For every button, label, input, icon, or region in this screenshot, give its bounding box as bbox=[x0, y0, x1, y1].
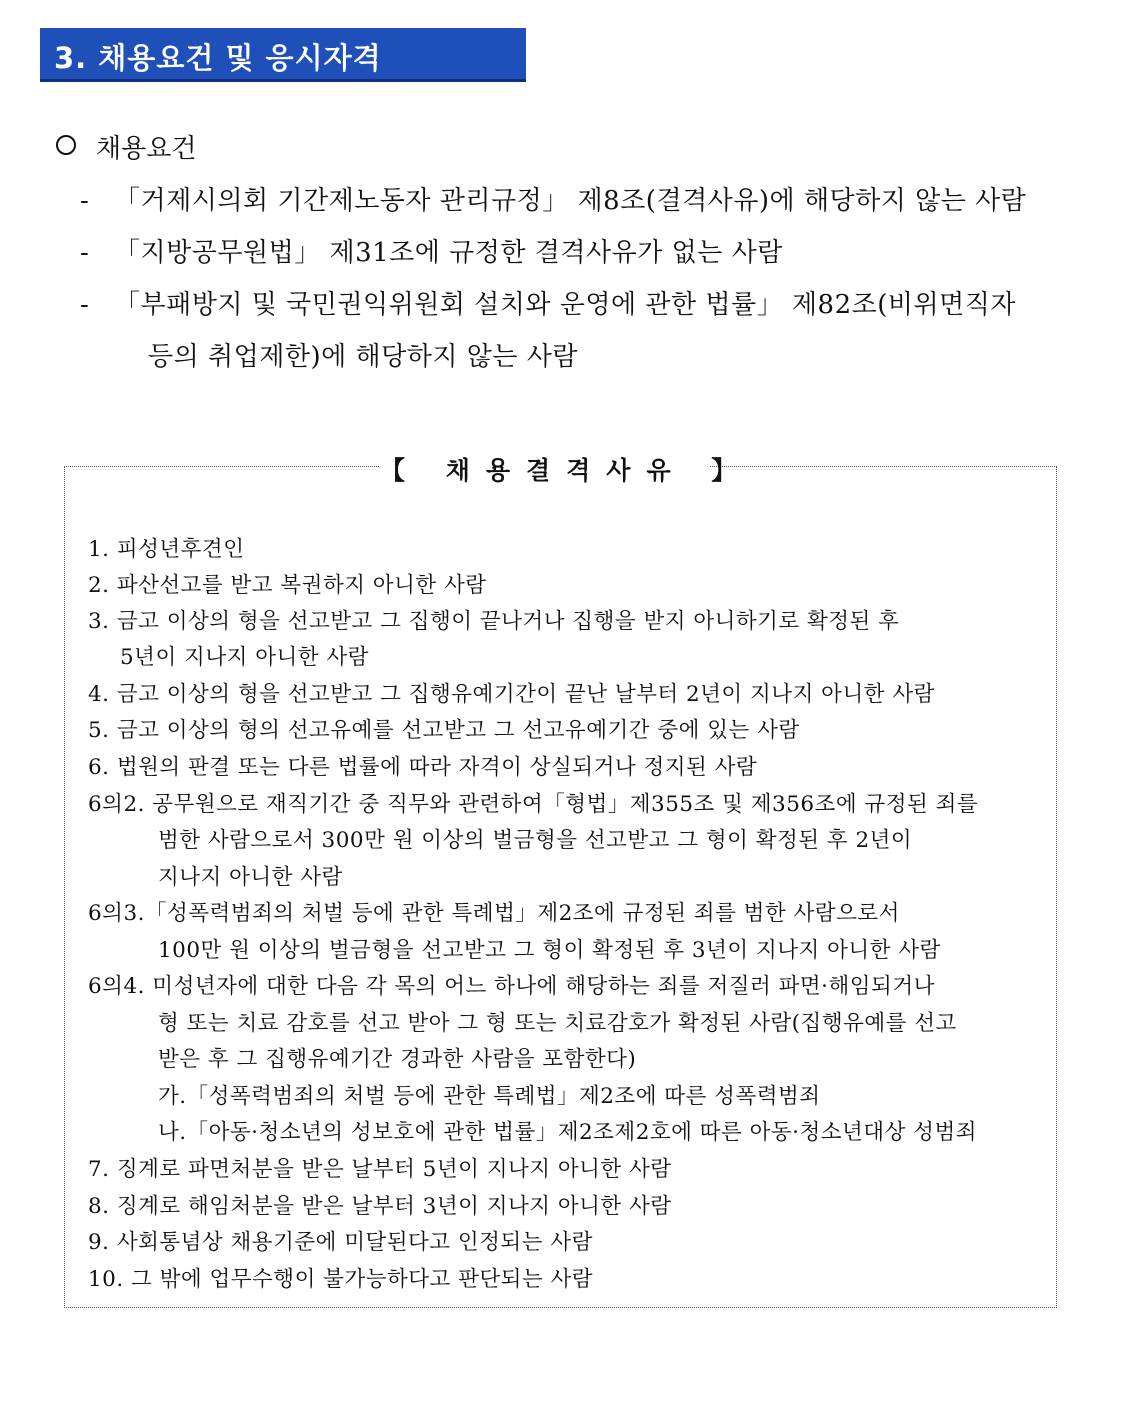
disqualification-item-continuation: 지나지 아니한 사람 bbox=[158, 865, 343, 890]
disqualification-item-continuation: 100만 원 이상의 벌금형을 선고받고 그 형이 확정된 후 3년이 지나지 아니한 사람 bbox=[158, 938, 941, 963]
disqualification-item-continuation: 형 또는 치료 감호를 선고 받아 그 형 또는 치료감호가 확정된 사람(집행유예를 선고 bbox=[158, 1011, 957, 1036]
disqualification-item: 5. 금고 이상의 형의 선고유예를 선고받고 그 선고유예기간 중에 있는 사람 bbox=[88, 718, 800, 743]
requirement-item bbox=[80, 180, 1026, 217]
disqualification-item: 8. 징계로 해임처분을 받은 날부터 3년이 지나지 아니한 사람 bbox=[88, 1194, 672, 1219]
disqualification-item: 9. 사회통념상 채용기준에 미달된다고 인정되는 사람 bbox=[88, 1230, 593, 1255]
disqualification-item: 10. 그 밖에 업무수행이 불가능하다고 판단되는 사람 bbox=[88, 1267, 594, 1292]
disqualification-item-continuation: 5년이 지나지 아니한 사람 bbox=[120, 645, 369, 670]
section-header bbox=[40, 28, 526, 82]
disqualification-subitem: 나.「아동·청소년의 성보호에 관한 법률」제2조제2호에 따른 아동·청소년대상 성범죄 bbox=[158, 1120, 977, 1145]
disqualification-item-continuation: 범한 사람으로서 300만 원 이상의 벌금형을 선고받고 그 형이 확정된 후 2년이 bbox=[158, 828, 913, 853]
disqualification-item-continuation: 받은 후 그 집행유예기간 경과한 사람을 포함한다) bbox=[158, 1047, 637, 1072]
requirement-item bbox=[80, 232, 783, 269]
disqualification-item: 4. 금고 이상의 형을 선고받고 그 집행유예기간이 끝난 날부터 2년이 지나지 아니한 사람 bbox=[88, 682, 935, 707]
dash-icon: - bbox=[80, 238, 90, 268]
requirement-item bbox=[80, 284, 1016, 321]
requirement-text: 등의 취업제한)에 해당하지 않는 사람 bbox=[148, 342, 578, 372]
disqualification-item: 6. 법원의 판결 또는 다른 법률에 따라 자격이 상실되거나 정지된 사람 bbox=[88, 755, 758, 780]
disqualification-subitem: 가.「성폭력범죄의 처벌 등에 관한 특례법」제2조에 따른 성폭력범죄 bbox=[158, 1084, 821, 1109]
disqualification-item: 6의2. 공무원으로 재직기간 중 직무와 관련하여「형법」제355조 및 제356조에 규정된 죄를 bbox=[88, 792, 979, 817]
requirement-text: 「거제시의회 기간제노동자 관리규정」 제8조(결격사유)에 해당하지 않는 사람 bbox=[114, 186, 1027, 216]
dash-icon: - bbox=[80, 290, 90, 320]
requirements-heading bbox=[56, 128, 196, 165]
disqualification-item: 6의3.「성폭력범죄의 처벌 등에 관한 특례법」제2조에 규정된 죄를 범한 사람으로서 bbox=[88, 901, 900, 926]
requirements-heading-label: 채용요건 bbox=[96, 134, 197, 164]
dash-icon: - bbox=[80, 186, 90, 216]
disqualification-item: 6의4. 미성년자에 대한 다음 각 목의 어느 하나에 해당하는 죄를 저질러 파면·해임되거나 bbox=[88, 974, 935, 999]
circle-icon bbox=[56, 135, 76, 155]
disqualification-item: 2. 파산선고를 받고 복권하지 아니한 사람 bbox=[88, 573, 487, 598]
requirement-text: 「지방공무원법」 제31조에 규정한 결격사유가 없는 사람 bbox=[114, 238, 783, 268]
disqualification-item: 1. 피성년후견인 bbox=[88, 537, 245, 562]
disqualification-box-title: 【 채용결격사유 】 bbox=[380, 453, 710, 489]
disqualification-item: 7. 징계로 파면처분을 받은 날부터 5년이 지나지 아니한 사람 bbox=[88, 1157, 672, 1182]
section-title: 3. 채용요건 및 응시자격 bbox=[54, 41, 382, 75]
requirement-text: 「부패방지 및 국민권익위원회 설치와 운영에 관한 법률」 제82조(비위면직자 bbox=[114, 290, 1016, 320]
disqualification-item: 3. 금고 이상의 형을 선고받고 그 집행이 끝나거나 집행을 받지 아니하기로 확정된 후 bbox=[88, 609, 900, 634]
requirement-item-continuation bbox=[148, 336, 578, 373]
